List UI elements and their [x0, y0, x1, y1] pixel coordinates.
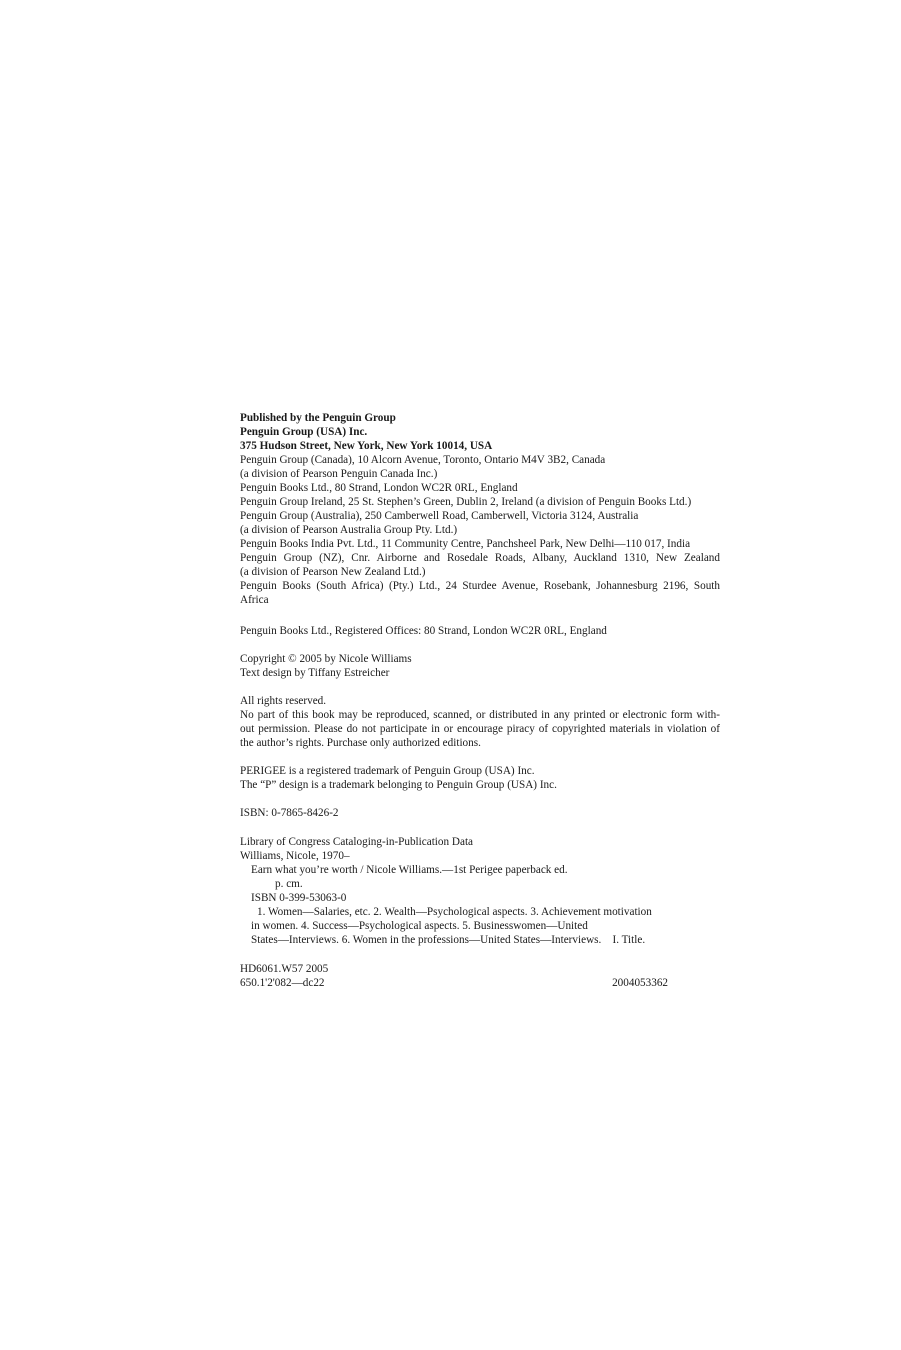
lc-classification: HD6061.W57 2005: [240, 963, 329, 975]
rights-text: out permission. Please do not participate in or encourage piracy of copyrighted materials in violation of: [240, 723, 720, 735]
address-line: (a division of Pearson New Zealand Ltd.): [240, 566, 426, 578]
publisher-block: [240, 411, 720, 607]
address-line: Penguin Group Ireland, 25 St. Stephen’s Green, Dublin 2, Ireland (a division of Penguin Books Ltd.): [240, 496, 692, 508]
isbn-block: [240, 806, 720, 820]
cip-isbn: ISBN 0-399-53063-0: [251, 892, 347, 904]
registered-offices-text: Penguin Books Ltd., Registered Offices: 80 Strand, London WC2R 0RL, England: [240, 625, 607, 637]
address-line: Penguin Books India Pvt. Ltd., 11 Community Centre, Panchsheel Park, New Delhi—110 017, India: [240, 538, 691, 550]
address-line: Africa: [240, 594, 269, 606]
rights-reserved: All rights reserved.: [240, 695, 327, 707]
rights-text: No part of this book may be reproduced, scanned, or distributed in any printed or electronic form with-: [240, 709, 720, 721]
rights-block: [240, 694, 720, 750]
trademark-line: PERIGEE is a registered trademark of Penguin Group (USA) Inc.: [240, 765, 535, 777]
dewey-classification: 650.1'2'082—dc22: [240, 977, 325, 989]
cip-title: Earn what you’re worth / Nicole Williams.—1st Perigee paperback ed.: [251, 864, 568, 876]
address-line: Penguin Group (Australia), 250 Camberwell Road, Camberwell, Victoria 3124, Australia: [240, 510, 639, 522]
isbn: ISBN: 0-7865-8426-2: [240, 807, 339, 819]
cip-pcm: p. cm.: [275, 878, 303, 890]
registered-offices: [240, 624, 720, 638]
cip-subjects: in women. 4. Success—Psychological aspects. 5. Businesswomen—United: [251, 920, 588, 932]
address-line: Penguin Group (NZ), Cnr. Airborne and Rosedale Roads, Albany, Auckland 1310, New Zealand: [240, 552, 720, 564]
publisher-line: Penguin Group (USA) Inc.: [240, 426, 368, 438]
address-line: Penguin Books Ltd., 80 Strand, London WC2R 0RL, England: [240, 482, 518, 494]
cip-block: [240, 835, 720, 947]
cip-author: Williams, Nicole, 1970–: [240, 850, 350, 862]
design-credit: Text design by Tiffany Estreicher: [240, 667, 390, 679]
cip-subjects: States—Interviews. 6. Women in the professions—United States—Interviews. I. Title.: [251, 934, 646, 946]
cip-subjects: 1. Women—Salaries, etc. 2. Wealth—Psychological aspects. 3. Achievement motivation: [257, 906, 652, 918]
copyright-block: [240, 652, 720, 680]
publisher-line: Published by the Penguin Group: [240, 412, 396, 424]
classification-block: [240, 962, 720, 990]
address-line: (a division of Pearson Penguin Canada Inc.): [240, 468, 438, 480]
rights-text: the author’s rights. Purchase only authorized editions.: [240, 737, 481, 749]
address-line: Penguin Group (Canada), 10 Alcorn Avenue, Toronto, Ontario M4V 3B2, Canada: [240, 454, 606, 466]
copyright-line: Copyright © 2005 by Nicole Williams: [240, 653, 412, 665]
trademark-block: [240, 764, 720, 792]
address-line: Penguin Books (South Africa) (Pty.) Ltd., 24 Sturdee Avenue, Rosebank, Johannesburg 2196, South: [240, 580, 720, 592]
address-line: (a division of Pearson Australia Group Pty. Ltd.): [240, 524, 458, 536]
classification-row: [240, 976, 668, 990]
lccn: 2004053362: [612, 977, 668, 989]
publisher-address: 375 Hudson Street, New York, New York 10014, USA: [240, 440, 493, 452]
cip-heading: Library of Congress Cataloging-in-Publication Data: [240, 836, 474, 848]
trademark-line: The “P” design is a trademark belonging to Penguin Group (USA) Inc.: [240, 779, 557, 791]
